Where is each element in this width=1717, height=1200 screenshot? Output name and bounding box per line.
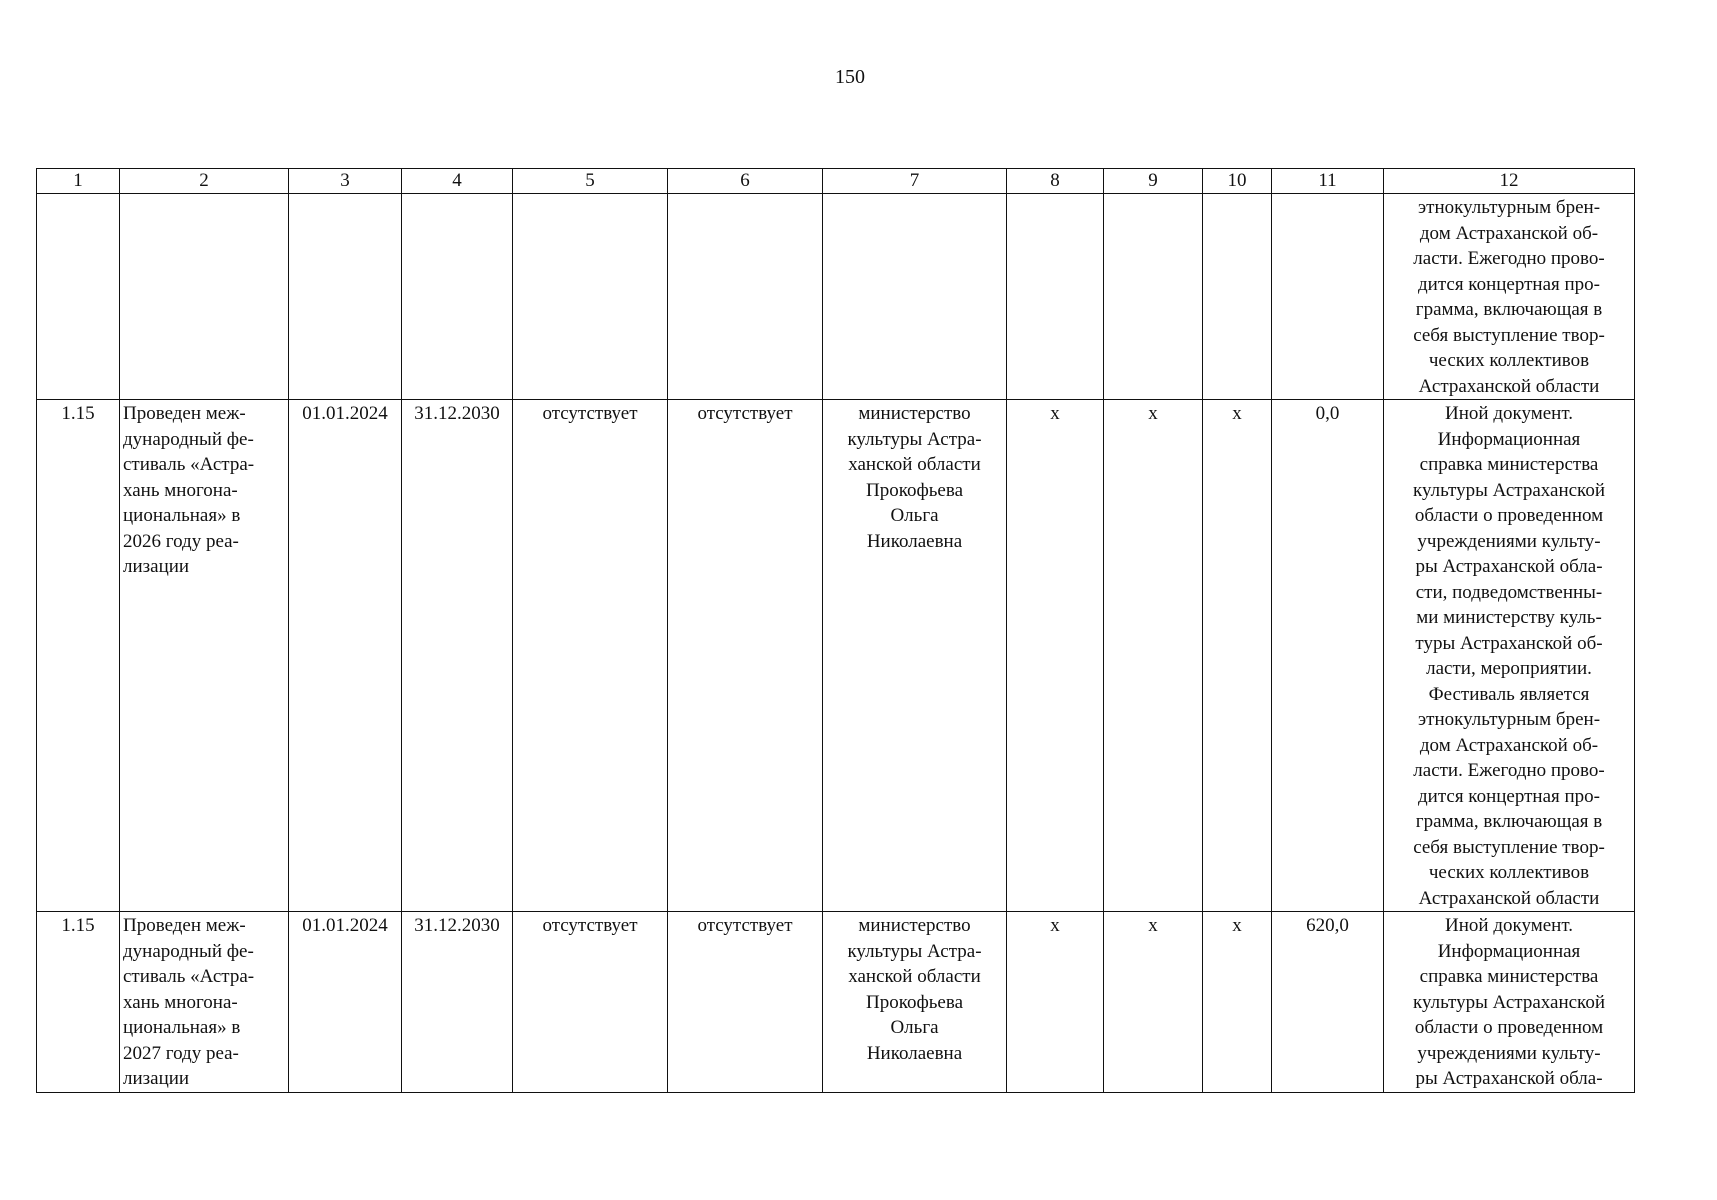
column-header: 2 (120, 169, 289, 194)
end-date-cell: 31.12.2030 (402, 912, 513, 1093)
table-header-row (37, 169, 1635, 194)
column-header: 5 (513, 169, 668, 194)
column-header: 1 (37, 169, 120, 194)
table-cell (37, 194, 120, 400)
table-cell (402, 194, 513, 400)
table-cell (1104, 194, 1203, 400)
table-row (37, 400, 1635, 912)
column-5-cell: отсутствует (513, 912, 668, 1093)
result-document-cell: Иной документ. Информационная справка министерства культуры Астраханской области о проведенном учреждениями культу- ры Астраханской обла- (1384, 912, 1635, 1093)
column-10-cell: х (1203, 912, 1272, 1093)
column-header: 7 (823, 169, 1007, 194)
table-cell (668, 194, 823, 400)
column-6-cell: отсутствует (668, 400, 823, 912)
responsible-cell: министерство культуры Астра- ханской области Прокофьева Ольга Николаевна (823, 400, 1007, 912)
column-header: 8 (1007, 169, 1104, 194)
document-table (36, 168, 1635, 1093)
column-header: 12 (1384, 169, 1635, 194)
column-10-cell: х (1203, 400, 1272, 912)
end-date-cell: 31.12.2030 (402, 400, 513, 912)
column-header: 4 (402, 169, 513, 194)
table-cell (513, 194, 668, 400)
start-date-cell: 01.01.2024 (289, 400, 402, 912)
table-cell (289, 194, 402, 400)
amount-cell: 0,0 (1272, 400, 1384, 912)
column-5-cell: отсутствует (513, 400, 668, 912)
table-cell (1203, 194, 1272, 400)
column-header: 11 (1272, 169, 1384, 194)
column-8-cell: х (1007, 912, 1104, 1093)
column-8-cell: х (1007, 400, 1104, 912)
page-number: 150 (835, 66, 865, 88)
table-row (37, 912, 1635, 1093)
column-header: 10 (1203, 169, 1272, 194)
event-name-cell: Проведен меж- дународный фе- стиваль «Астра- хань многона- циональная» в 2026 году реа- лизации (120, 400, 289, 912)
column-9-cell: х (1104, 912, 1203, 1093)
table-cell (823, 194, 1007, 400)
table-row-continuation (37, 194, 1635, 400)
table-cell (1272, 194, 1384, 400)
table-cell (1007, 194, 1104, 400)
start-date-cell: 01.01.2024 (289, 912, 402, 1093)
row-number-cell: 1.15 (37, 400, 120, 912)
column-header: 3 (289, 169, 402, 194)
column-6-cell: отсутствует (668, 912, 823, 1093)
event-name-cell: Проведен меж- дународный фе- стиваль «Астра- хань многона- циональная» в 2027 году реа- лизации (120, 912, 289, 1093)
amount-cell: 620,0 (1272, 912, 1384, 1093)
column-9-cell: х (1104, 400, 1203, 912)
column-header: 9 (1104, 169, 1203, 194)
result-document-cell: Иной документ. Информационная справка министерства культуры Астраханской области о проведенном учреждениями культу- ры Астраханской обла- сти, подведомственны- ми министерству куль- туры Астраханской об- ласти, мероприятии. Фестиваль является этнокультурным брен- дом Астраханской об- ласти. Ежегодно прово- дится концертная про- грамма, включающая в себя выступление твор- ческих коллективов Астраханской области (1384, 400, 1635, 912)
result-document-cell: этнокультурным брен- дом Астраханской об- ласти. Ежегодно прово- дится концертная про- грамма, включающая в себя выступление твор- ческих коллективов Астраханской области (1384, 194, 1635, 400)
table-cell (120, 194, 289, 400)
responsible-cell: министерство культуры Астра- ханской области Прокофьева Ольга Николаевна (823, 912, 1007, 1093)
row-number-cell: 1.15 (37, 912, 120, 1093)
column-header: 6 (668, 169, 823, 194)
